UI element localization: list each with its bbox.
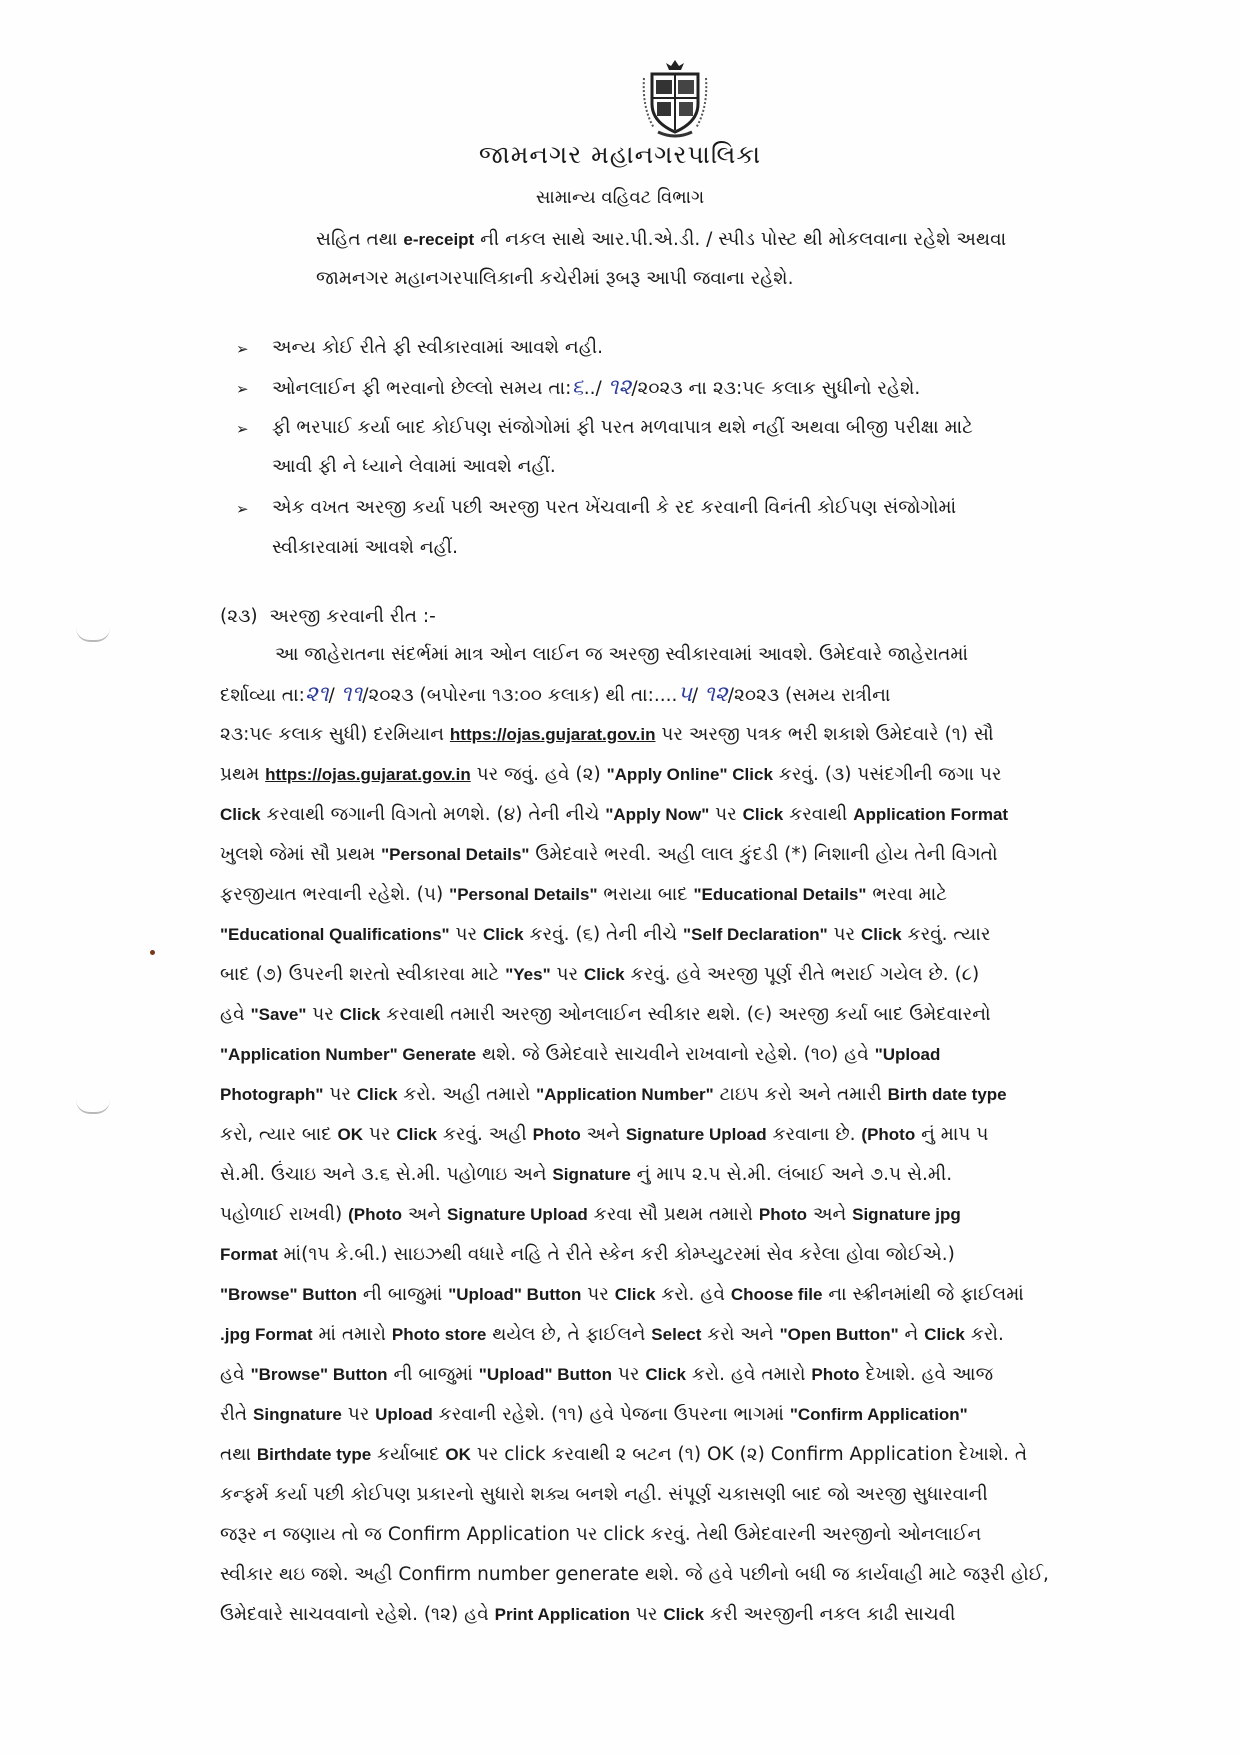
para-line-2	[220, 683, 890, 708]
text: થયેલ છે, તે ફાઈલને	[486, 1324, 652, 1345]
text: ભરાયા બાદ	[597, 884, 694, 905]
handwritten-end-month: ૧૨	[704, 682, 728, 707]
para-line-5	[220, 803, 1008, 827]
text: Confirm number generate	[398, 1564, 640, 1585]
ojas-link[interactable]: https://ojas.gujarat.gov.in	[449, 725, 656, 744]
term: "Confirm Application"	[789, 1405, 968, 1424]
para-line-10	[220, 1003, 991, 1027]
text: નું માપ ૨.૫ સે.મી. લંબાઈ અને ૭.૫ સે.મી.	[630, 1164, 953, 1185]
para-line-16	[220, 1243, 955, 1267]
text: કરવું. તેથી ઉમેદવારની અરજીનો ઓનલાઈન	[644, 1524, 982, 1545]
term: "Personal Details"	[381, 845, 530, 864]
text: પર	[341, 1404, 376, 1425]
term: Click	[742, 805, 784, 824]
text: અને	[401, 1204, 448, 1225]
text: અને	[580, 1124, 626, 1145]
text: Confirm Application	[387, 1524, 570, 1545]
text: દર્શાવ્યા તા:	[220, 685, 305, 706]
arrow-bullet-icon: ➢	[236, 420, 249, 438]
term: "Yes"	[505, 965, 551, 984]
text: માં તમારો	[312, 1324, 392, 1345]
text: કરો. અહી તમારો	[397, 1084, 537, 1105]
text: /૨૦૨૩	[362, 685, 414, 706]
department-title: સામાન્ય વહિવટ વિભાગ	[535, 187, 705, 208]
text: ની નકલ સાથે આર.પી.એ.ડી. / સ્પીડ પોસ્ટ થી મોકલવાના રહેશે અથવા	[480, 229, 1007, 250]
para-line-21	[220, 1443, 1027, 1467]
para-line-9	[220, 963, 979, 987]
text: પહોળાઈ રાખવી)	[220, 1204, 349, 1225]
term: Photograph"	[220, 1085, 324, 1104]
text: કરી અરજીની નકલ કાઢી સાચવી	[703, 1604, 956, 1625]
text: દેખાશે. હવે આજ	[859, 1364, 994, 1385]
para-line-11	[220, 1043, 940, 1067]
ink-dot	[150, 950, 155, 955]
text: ટાઇપ કરો અને તમારી	[713, 1084, 888, 1105]
text: કરવા સૌ પ્રથમ તમારો	[587, 1204, 759, 1225]
text: હવે	[220, 1364, 251, 1385]
text: ../	[583, 378, 602, 399]
term: Photo	[758, 1205, 808, 1224]
municipal-crest-icon	[640, 58, 710, 140]
term: Click	[663, 1605, 704, 1624]
text: પર	[550, 964, 584, 985]
bullet-4-line-1: એક વખત અરજી કર્યા પછી અરજી પરત ખેંચવાની કે રદ કરવાની વિનંતી કોઈપણ સંજોગોમાં	[272, 497, 957, 518]
text: ખુલશે જેમાં સૌ પ્રથમ	[220, 844, 382, 865]
term: Upload	[375, 1405, 433, 1424]
para-line-23	[220, 1523, 981, 1547]
section-heading	[220, 605, 436, 629]
term: "Educational Qualifications"	[220, 925, 450, 944]
text: પ્રથમ	[220, 764, 266, 785]
text: નું માપ ૫	[915, 1124, 989, 1145]
term: "Open Button"	[779, 1325, 899, 1344]
text: પર	[470, 1444, 505, 1465]
term: (Photo	[861, 1125, 916, 1144]
text: click	[603, 1524, 645, 1545]
text: કરો.	[964, 1324, 1004, 1345]
text: સ્વીકાર થઇ જશે. અહી	[220, 1564, 399, 1585]
para-line-24	[220, 1563, 1049, 1587]
para-line-19	[220, 1363, 993, 1387]
section-title: અરજી કરવાની રીત :-	[269, 606, 436, 627]
term: "Save"	[250, 1005, 307, 1024]
text: પર	[581, 1284, 615, 1305]
text: /૨૦૨૩	[727, 685, 780, 706]
arrow-bullet-icon: ➢	[236, 500, 249, 518]
text: કરવાની રહેશે. (૧૧) હવે પેજના ઉપરના ભાગમાં	[432, 1404, 790, 1425]
text: પર જવું. હવે (૨)	[470, 764, 607, 785]
intro-line-2: જામનગર મહાનગરપાલિકાની કચેરીમાં રૂબરૂ આપી જવાના રહેશે.	[316, 268, 794, 289]
term: Click	[482, 925, 524, 944]
term: Format	[220, 1245, 278, 1264]
para-line-8	[220, 923, 990, 947]
text: અને	[807, 1204, 853, 1225]
term: Photo store	[391, 1325, 487, 1344]
text: ઉમેદવારે સાચવવાનો રહેશે. (૧૨) હવે	[220, 1604, 495, 1625]
handwritten-day: ૬	[571, 375, 584, 400]
term: Signature jpg	[852, 1205, 961, 1224]
text: થશે. જે હવે પછીનો બધી જ કાર્યવાહી માટે જરૂરી હોઈ,	[639, 1564, 1049, 1585]
term: Print Application	[494, 1605, 630, 1624]
term: .jpg Format	[220, 1325, 313, 1344]
section-number: (૨૩)	[220, 606, 258, 627]
term: Click	[356, 1085, 398, 1104]
term: Click	[584, 965, 625, 984]
term: "Personal Details"	[449, 885, 598, 904]
para-line-20	[220, 1403, 968, 1427]
bullet-4-line-2: સ્વીકારવામાં આવશે નહીં.	[272, 537, 458, 558]
term: "Upload" Button	[448, 1285, 582, 1304]
para-line-7	[220, 883, 947, 907]
term: Click	[220, 805, 261, 824]
text: કરો, ત્યાર બાદ	[220, 1124, 338, 1145]
bullet-2	[272, 376, 920, 401]
term: OK	[337, 1125, 363, 1144]
term: "Apply Online" Click	[606, 765, 773, 784]
text: કરવાથી ૨ બટન (૧) OK (૨) Confirm Application દેખાશે. તે	[545, 1444, 1028, 1465]
term: Click	[924, 1325, 965, 1344]
text: બાદ (૭) ઉપરની શરતો સ્વીકારવા માટે	[220, 964, 506, 985]
arrow-bullet-icon: ➢	[236, 380, 249, 398]
term: "Apply Now"	[605, 805, 710, 824]
term: Birth date type	[887, 1085, 1007, 1104]
term: (Photo	[348, 1205, 402, 1224]
text: થશે. જે ઉમેદવારે સાચવીને રાખવાનો રહેશે. (૧૦) હવે	[476, 1044, 875, 1065]
term: "Application Number" Generate	[220, 1045, 477, 1064]
text: પર	[306, 1004, 340, 1025]
text: પર અરજી પત્રક ભરી શકાશે ઉમેદવારે (૧) સૌ	[655, 724, 994, 745]
arrow-bullet-icon: ➢	[236, 340, 249, 358]
text: /	[691, 685, 705, 706]
para-line-6	[220, 843, 998, 867]
text: પર	[323, 1084, 357, 1105]
text: કરવાના છે.	[766, 1124, 862, 1145]
text: પર	[363, 1124, 397, 1145]
ojas-link[interactable]: https://ojas.gujarat.gov.in	[265, 765, 471, 784]
text: /૨૦૨૩ ના ૨૩:૫૯ કલાક સુધીનો રહેશે.	[631, 378, 921, 399]
text: કરવું. અહી	[436, 1124, 533, 1145]
term: "Application Number"	[536, 1085, 714, 1104]
term: "Upload	[874, 1045, 941, 1064]
para-line-22: કન્ફર્મ કર્યા પછી કોઈપણ પ્રકારનો સુધારો શક્ય બનશે નહી. સંપૂર્ણ ચકાસણી બાદ જો અરજી સુધારવાની	[220, 1484, 988, 1505]
text: કરવું. (૩) પસંદગીની જગા પર	[772, 764, 1002, 785]
para-line-14	[220, 1163, 952, 1187]
text: ની બાજુમાં	[357, 1284, 449, 1305]
para-line-15	[220, 1203, 961, 1227]
e-receipt-term: e-receipt	[403, 230, 475, 249]
term: Application Format	[853, 805, 1009, 824]
organization-title: જામનગર મહાનગરપાલિકા	[478, 140, 762, 169]
term: Click	[645, 1365, 686, 1384]
text: ફરજીયાત ભરવાની રહેશે. (૫)	[220, 884, 450, 905]
para-line-12	[220, 1083, 1007, 1107]
term: "Browse" Button	[220, 1285, 358, 1304]
text: click	[504, 1444, 546, 1465]
text: પર	[569, 1524, 604, 1545]
term: Click	[614, 1285, 656, 1304]
bullet-3-line-1: ફી ભરપાઈ કર્યા બાદ કોઈપણ સંજોગોમાં ફી પરત મળવાપાત્ર થશે નહીં અથવા બીજી પરીક્ષા માટે	[272, 417, 973, 438]
term: "Self Declaration"	[683, 925, 828, 944]
handwritten-end-day: ૫	[677, 682, 692, 707]
text: સહિત તથા	[316, 229, 398, 250]
text: કર્યાબાદ	[371, 1444, 446, 1465]
term: Click	[339, 1005, 381, 1024]
term: Signature Upload	[625, 1125, 767, 1144]
text: પર	[709, 804, 743, 825]
text: ૨૩:૫૯ કલાક સુધી) દરમિયાન	[220, 724, 450, 745]
bullet-3-line-2: આવી ફી ને ધ્યાને લેવામાં આવશે નહીં.	[272, 456, 556, 477]
term: "Educational Details"	[693, 885, 867, 904]
term: Signature Upload	[447, 1205, 588, 1224]
text: પર	[827, 924, 861, 945]
handwritten-month: ૧૨	[607, 375, 632, 400]
para-line-18	[220, 1323, 1004, 1347]
text: કરવાથી	[783, 804, 854, 825]
text: હવે	[220, 1004, 251, 1025]
text: /	[328, 685, 341, 706]
term: Click	[396, 1125, 437, 1144]
term: Choose file	[730, 1285, 823, 1304]
term: "Upload" Button	[478, 1365, 612, 1384]
text: તથા	[220, 1444, 257, 1465]
text: ના સ્ક્રીનમાંથી જે ફાઈલમાં	[822, 1284, 1024, 1305]
term: Click	[861, 925, 902, 944]
term: Signature	[552, 1165, 631, 1184]
text: ઓનલાઈન ફી ભરવાનો છેલ્લો સમય તા:	[272, 378, 572, 399]
text: ને	[898, 1324, 925, 1345]
para-line-13	[220, 1123, 988, 1147]
text: કરો. હવે તમારો	[685, 1364, 812, 1385]
text: ભરવા માટે	[866, 884, 947, 905]
term: Birthdate type	[256, 1445, 372, 1464]
term: "Browse" Button	[250, 1365, 388, 1384]
text: સે.મી. ઉંચાઇ અને ૩.૬ સે.મી. પહોળાઇ અને	[220, 1164, 553, 1185]
para-line-1: આ જાહેરાતના સંદર્ભમાં માત્ર ઓન લાઈન જ અરજી સ્વીકારવામાં આવશે. ઉમેદવારે જાહેરાતમાં	[275, 644, 969, 665]
text: પર	[449, 924, 483, 945]
text: ઉમેદવારે ભરવી. અહી લાલ કુંદડી (*) નિશાની હોય તેની વિગતો	[529, 844, 998, 865]
text: પર	[611, 1364, 646, 1385]
text: કરવાથી તમારી અરજી ઓનલાઈન સ્વીકાર થશે. (૯) અરજી કર્યા બાદ ઉમેદવારનો	[380, 1004, 991, 1025]
punch-hole-mark	[76, 628, 110, 642]
para-line-25	[220, 1603, 955, 1627]
handwritten-start-day: ૨૧	[304, 682, 329, 707]
para-line-17	[220, 1283, 1024, 1307]
text: કરવાથી જગાની વિગતો મળશે. (૪) તેની નીચે	[260, 804, 606, 825]
term: Singnature	[253, 1405, 342, 1424]
text: જરૂર ન જણાય તો જ	[220, 1524, 388, 1545]
text: કરવું. (૬) તેની નીચે	[523, 924, 684, 945]
para-line-4	[220, 763, 1001, 787]
text: કરવું. ત્યાર	[901, 924, 991, 945]
intro-line-1	[316, 228, 1006, 252]
text: (બપોરના ૧૩:૦૦ કલાક) થી તા:....	[413, 685, 678, 706]
para-line-3	[220, 723, 994, 747]
punch-hole-mark	[76, 1100, 110, 1114]
bullet-1: અન્ય કોઈ રીતે ફી સ્વીકારવામાં આવશે નહી.	[272, 337, 604, 358]
text: કરો અને	[701, 1324, 780, 1345]
text: કરો. હવે	[655, 1284, 731, 1305]
text: (સમય રાત્રીના	[779, 685, 891, 706]
text: પર	[630, 1604, 664, 1625]
term: Photo	[811, 1365, 860, 1384]
text: રીતે	[220, 1404, 254, 1425]
term: OK	[445, 1445, 471, 1464]
handwritten-start-month: ૧૧	[340, 682, 363, 707]
term: Photo	[532, 1125, 581, 1144]
term: Select	[651, 1325, 702, 1344]
text: માં(૧૫ કે.બી.) સાઇઝથી વધારે નહિ તે રીતે સ્કેન કરી કોમ્પ્યુટરમાં સેવ કરેલા હોવા જોઈએ.)	[277, 1244, 955, 1265]
text: કરવું. હવે અરજી પૂર્ણ રીતે ભરાઈ ગયેલ છે. (૮)	[624, 964, 980, 985]
text: ની બાજુમાં	[387, 1364, 479, 1385]
